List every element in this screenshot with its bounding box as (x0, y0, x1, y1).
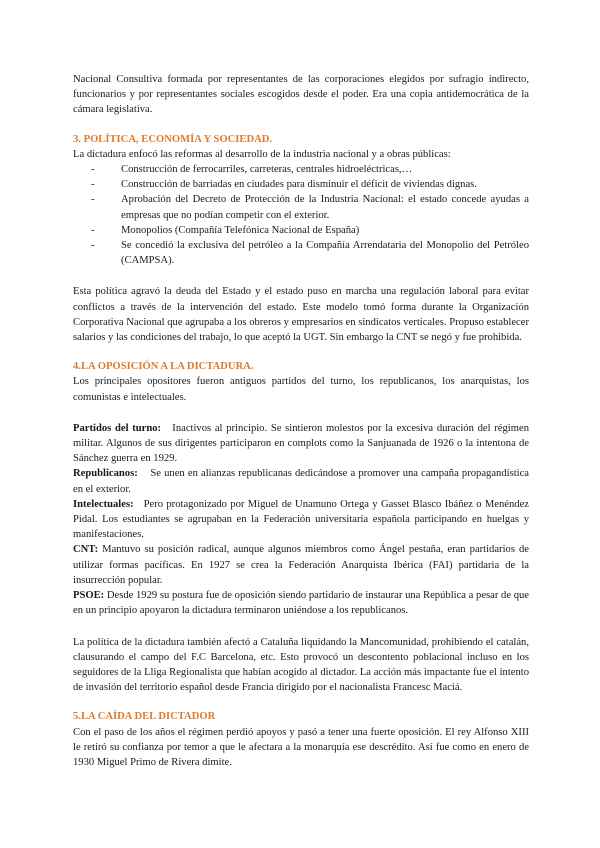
group-text: Pero protagonizado por Miguel de Unamuno Ortega y Gasset Blasco Ibáñez o Menéndez Pidal. Los estudiantes se agrupaban en la Federación universitaria española participando en huelgas y manifestaciones. (73, 498, 530, 541)
section-3-heading: 3. POLÍTICA, ECONOMÍA Y SOCIEDAD. (73, 133, 273, 145)
opposition-group (73, 542, 529, 588)
group-label: Republicanos: (73, 468, 138, 480)
opposition-group (73, 497, 529, 543)
list-item: - Monopolios (Compañía Telefónica Nacional de España) (121, 223, 529, 238)
section-3-lead: La dictadura enfocó las reformas al desarrollo de la industria nacional y a obras públicas: (73, 148, 451, 160)
group-text: Mantuvo su posición radical, aunque algunos miembros como Ángel pestaña, eran partidarios de utilizar formas pacíficas. En 1927 se crea la Federación Anarquista Ibérica (FAI) partidaria de la insurrección popular. (73, 544, 529, 586)
group-label: Intelectuales: (73, 498, 134, 510)
opposition-group (73, 421, 529, 467)
opposition-group (73, 588, 529, 618)
intro-paragraph: Nacional Consultiva formada por representantes de las corporaciones elegidos por sufragio indirecto, funcionarios y por representantes sociales escogidos desde el poder. Era una copia antidemocrática de la cámara legislativa. (73, 74, 529, 116)
group-label: Partidos del turno: (73, 422, 162, 434)
opposition-group (73, 466, 529, 496)
group-text: Inactivos al principio. Se sintieron molestos por la excesiva duración del régimen militar. Algunos de sus dirigentes participaron en complots como la Sanjuanada de 1926 o la intentona de Sánchez guerra en 1929. (73, 422, 529, 465)
section-4-lead: Los principales opositores fueron antiguos partidos del turno, los republicanos, los anarquistas, los comunistas e intelectuales. (73, 376, 529, 403)
section-4-heading: 4.LA OPOSICIÓN A LA DICTADURA. (73, 361, 254, 373)
section-4-paragraph: La política de la dictadura también afectó a Cataluña liquidando la Mancomunidad, prohibiendo el catalán, clausurando el campo del F.C Barcelona, etc. Esto provocó un descontento poblacional incluso en los seguidores de la Lliga Regionalista que habían acogido al dictador. La acción más impactante fue el intento de invasión del territorio español desde Francia dirigido por el nacionalista Francesc Maciá. (73, 636, 529, 694)
group-label: CNT: (73, 544, 99, 556)
list-item: - Se concedió la exclusiva del petróleo a la Compañía Arrendataria del Monopolio del Petróleo (CAMPSA). (121, 238, 529, 268)
list-item: - Construcción de ferrocarriles, carreteras, centrales hidroeléctricas,… (121, 162, 529, 177)
section-5-paragraph: Con el paso de los años el régimen perdió apoyos y pasó a tener una fuerte oposición. El rey Alfonso XIII le retiró su confianza por temor a que le afectara a la monarquía ese descrédito. Así fue como en enero de 1930 Miguel Primo de Rivera dimite. (73, 726, 529, 768)
group-label: PSOE: (73, 590, 105, 602)
section-3-list (73, 162, 529, 268)
list-item: - Construcción de barriadas en ciudades para disminuir el déficit de viviendas dignas. (121, 177, 529, 192)
section-5-heading: 5.LA CAÍDA DEL DICTADOR (73, 711, 216, 723)
section-3-paragraph: Esta política agravó la deuda del Estado y el estado puso en marcha una regulación laboral para evitar conflictos a través de la intervención del estado. Este modelo tomó forma durante la Organización Corporativa Nacional que agrupaba a los obreros y empresarios en sindicatos verticales. Propuso establecer salarios y las condiciones del trabajo, lo que aceptó la UGT. Sin embargo la CNT se negó y fue prohibida. (73, 286, 529, 344)
group-text: Desde 1929 su postura fue de oposición siendo partidario de instaurar una República a pesar de que en un principio apoyaron la dictadura terminaron uniéndose a los republicanos. (73, 590, 529, 617)
group-text: Se unen en alianzas republicanas dedicándose a promover una campaña propagandística en el exterior. (73, 468, 530, 495)
list-item: - Aprobación del Decreto de Protección de la Industria Nacional: el estado concede ayudas a empresas que no podían competir con el exterior. (121, 192, 529, 222)
